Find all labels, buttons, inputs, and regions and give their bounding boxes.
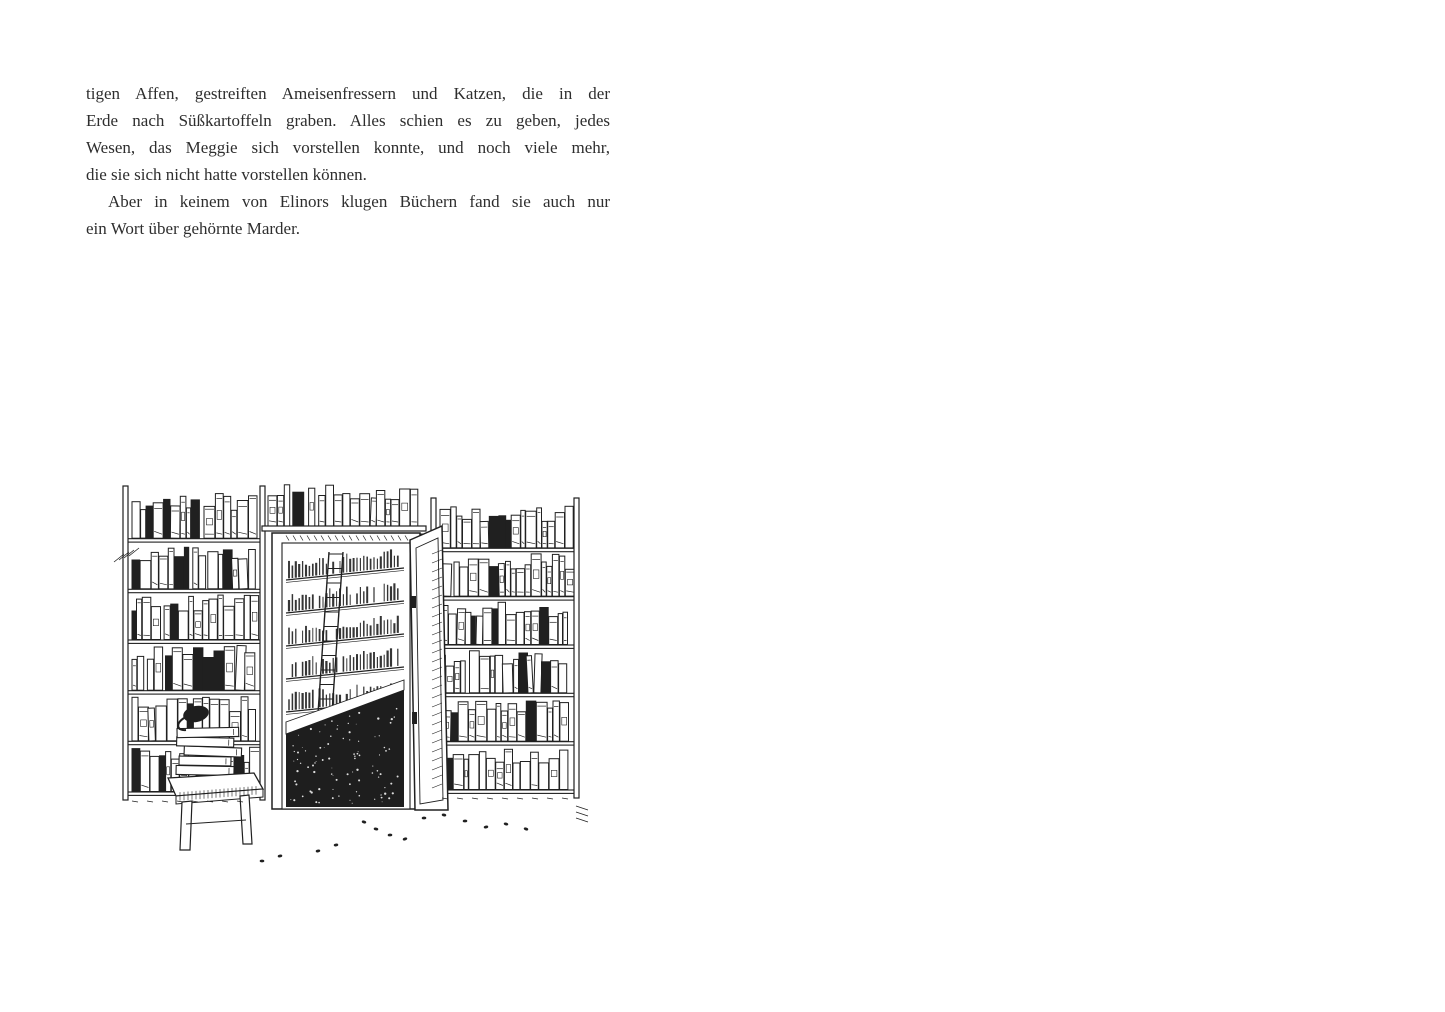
text-line: Aber in keinem von Elinors klugen Büchern fand sie auch nur [108, 192, 610, 211]
open-door [410, 526, 448, 810]
text-line: die sie sich nicht hatte vorstellen können. [86, 165, 367, 184]
bookcase-right [431, 498, 579, 798]
right-page [722, 0, 1445, 1012]
text-line: tigen Affen, gestreiften Ameisenfressern und Katzen, die in der [86, 84, 610, 103]
library-illustration [112, 476, 594, 866]
doorway [262, 485, 426, 809]
text-line: Wesen, das Meggie sich vorstellen konnte, und noch viele mehr, [86, 138, 610, 157]
text-line: ein Wort über gehörnte Marder. [86, 219, 301, 238]
left-page [0, 0, 722, 1012]
library-doorway-drawing-icon [112, 476, 594, 866]
text-line: Erde nach Süßkartoffeln graben. Alles schien es zu geben, jedes [86, 111, 610, 130]
left-page-text [86, 80, 610, 242]
